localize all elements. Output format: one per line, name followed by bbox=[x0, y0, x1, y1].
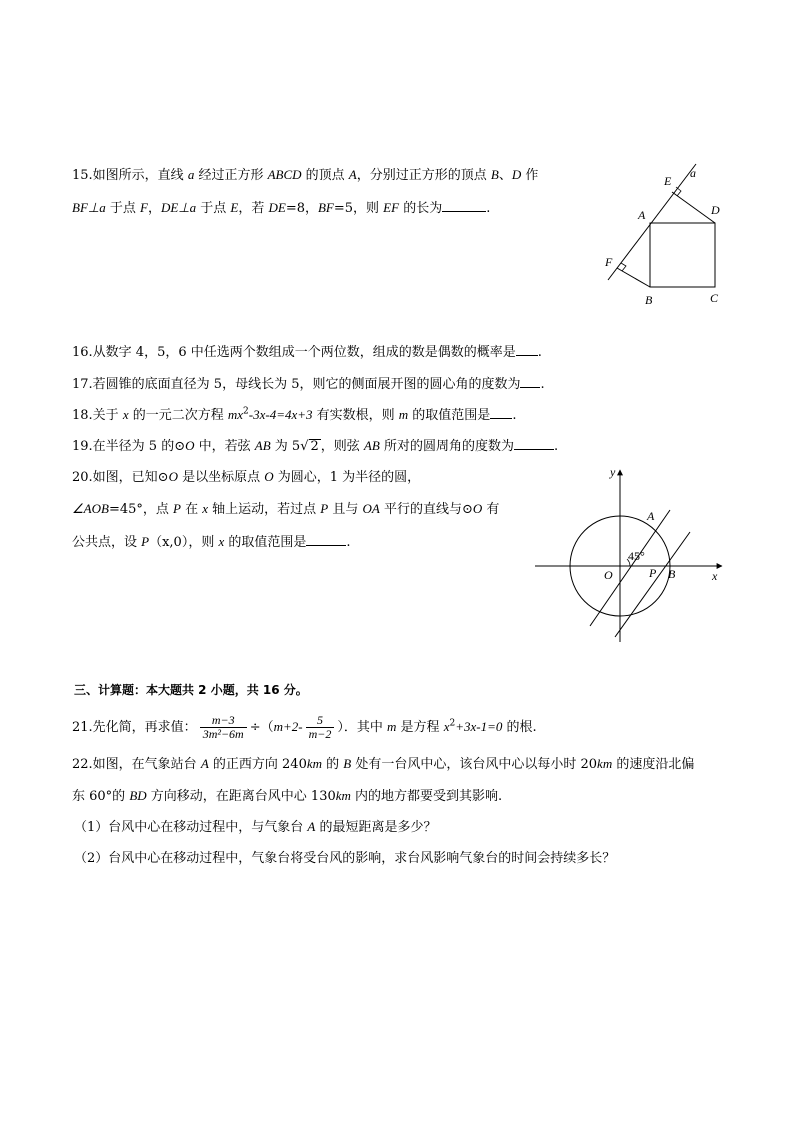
q18-text: 的取值范围是 bbox=[408, 408, 491, 423]
q15-square-figure bbox=[598, 160, 738, 310]
q22-var: A bbox=[200, 756, 209, 771]
q18-text: 18.关于 bbox=[72, 408, 123, 423]
q21-eq: +3x-1=0 bbox=[455, 719, 503, 734]
q21-expr: m+2- bbox=[273, 719, 303, 734]
q15-text: 的顶点 bbox=[301, 168, 349, 183]
q18-end: . bbox=[512, 408, 517, 423]
answer-blank[interactable] bbox=[490, 406, 512, 419]
q21-text: ）．其中 bbox=[337, 720, 388, 735]
answer-blank[interactable] bbox=[514, 437, 554, 450]
square-abcd bbox=[650, 223, 715, 287]
q15-var: DE⊥a bbox=[160, 200, 197, 215]
q15-var: DE bbox=[268, 200, 286, 215]
q19-var: AB bbox=[254, 438, 271, 453]
label-a: A bbox=[638, 208, 646, 222]
fraction-numerator: 5 bbox=[317, 713, 323, 727]
question-18 bbox=[72, 406, 516, 424]
question-16 bbox=[72, 343, 542, 361]
q15-var: F bbox=[139, 200, 148, 215]
q22-text: 22.如图，在气象站台 bbox=[72, 757, 201, 772]
q22-text: 的最短距离是多少？ bbox=[315, 820, 437, 835]
q22-unit: km bbox=[597, 756, 613, 771]
q15-var: D bbox=[511, 167, 522, 182]
q15-text: =5，则 bbox=[333, 201, 384, 216]
q20-var: O bbox=[264, 469, 274, 484]
question-19 bbox=[72, 437, 558, 455]
q20-var: O bbox=[472, 501, 483, 516]
label-e: E bbox=[664, 174, 672, 188]
q18-text: 有实数根，则 bbox=[312, 408, 399, 423]
q20-text: 在 bbox=[180, 502, 203, 517]
question-22-sub2 bbox=[74, 851, 615, 867]
question-21 bbox=[72, 710, 537, 745]
q18-eq: -3x-4=4x+3 bbox=[248, 407, 313, 422]
question-17 bbox=[72, 375, 545, 393]
sqrt-sign: √ bbox=[300, 439, 309, 454]
line-oa bbox=[590, 510, 670, 626]
q21-text: 的根. bbox=[502, 720, 537, 735]
q15-text: ，若 bbox=[238, 201, 269, 216]
question-20-line2 bbox=[72, 501, 499, 518]
q15-text: 于点 bbox=[196, 201, 231, 216]
q19-end: . bbox=[553, 439, 559, 454]
q15-text: 15.如图所示，直线 bbox=[72, 168, 188, 183]
label-d: D bbox=[711, 203, 720, 217]
q18-text: 的一元二次方程 bbox=[128, 408, 228, 423]
segment-de bbox=[672, 192, 715, 223]
q20-var: OA bbox=[362, 501, 380, 516]
answer-blank[interactable] bbox=[520, 375, 540, 388]
answer-blank[interactable] bbox=[516, 343, 538, 356]
line-a bbox=[608, 164, 696, 280]
fraction-denominator: 3m²−6m bbox=[200, 727, 247, 741]
q20-text: 是以坐标原点 bbox=[177, 470, 265, 485]
label-a-line: a bbox=[690, 166, 696, 180]
q16-end: . bbox=[537, 345, 542, 360]
q20-text: 平行的直线与⊙ bbox=[379, 502, 473, 517]
q22-var: BD bbox=[129, 788, 147, 803]
question-15-line1 bbox=[72, 167, 538, 184]
q20-var: ∠AOB bbox=[72, 501, 109, 516]
q15-var: BF⊥a bbox=[72, 200, 106, 215]
q22-unit: km bbox=[335, 788, 351, 803]
q20-var: x bbox=[218, 534, 225, 549]
q15-text: . bbox=[486, 201, 491, 216]
fraction-denominator: m−2 bbox=[306, 727, 335, 741]
q19-text: 中，若弦 bbox=[194, 439, 255, 454]
q22-text: （2）台风中心在移动过程中，气象台将受台风的影响，求台风影响气象台的时间会持续多长？ bbox=[74, 851, 616, 866]
q21-text: 21.先化简，再求值： bbox=[72, 720, 197, 735]
q15-text: 经过正方形 bbox=[194, 168, 268, 183]
q20-text: =45°，点 bbox=[108, 502, 174, 517]
q20-circle-figure bbox=[530, 462, 730, 647]
parallel-line bbox=[615, 532, 690, 637]
right-angle-mark-e bbox=[676, 187, 681, 196]
answer-blank[interactable] bbox=[442, 199, 486, 212]
q22-unit: km bbox=[306, 756, 323, 771]
q18-var: m bbox=[398, 407, 409, 422]
q19-var: AB bbox=[363, 438, 380, 453]
q18-sup: 2 bbox=[243, 406, 249, 417]
q15-var: ABCD bbox=[267, 167, 302, 182]
q22-text: （1）台风中心在移动过程中，与气象台 bbox=[74, 820, 308, 835]
label-p: P bbox=[649, 566, 657, 580]
q20-var: O bbox=[168, 469, 178, 484]
q22-var: A bbox=[307, 819, 316, 834]
q19-var: O bbox=[185, 438, 195, 453]
question-22-sub1 bbox=[74, 819, 437, 836]
q22-text: 处有一台风中心，该台风中心以每小时 20 bbox=[351, 757, 598, 772]
q19-text: 19.在半径为 5 的⊙ bbox=[72, 439, 186, 454]
q21-fraction-1 bbox=[200, 714, 247, 741]
q20-var: P bbox=[141, 534, 150, 549]
fraction-numerator: m−3 bbox=[211, 713, 235, 727]
q20-end: . bbox=[346, 535, 351, 550]
q22-var: B bbox=[343, 756, 352, 771]
q15-text: ， bbox=[147, 201, 161, 216]
q20-text: 且与 bbox=[328, 502, 363, 517]
question-22-line2 bbox=[72, 788, 502, 805]
question-20-line3 bbox=[72, 533, 351, 551]
q15-text: ，分别过正方形的顶点 bbox=[356, 168, 491, 183]
q22-text: 的 bbox=[322, 757, 344, 772]
label-f: F bbox=[605, 255, 613, 269]
q21-text: ÷（ bbox=[249, 720, 274, 735]
label-y: y bbox=[610, 465, 616, 479]
q21-sup: 2 bbox=[449, 718, 456, 729]
q21-text: 是方程 bbox=[396, 720, 444, 735]
q15-text: 于点 bbox=[105, 201, 140, 216]
q21-eq: x bbox=[443, 719, 450, 734]
q15-text: =8， bbox=[285, 201, 318, 216]
q22-text: 东 60°的 bbox=[72, 789, 130, 804]
q18-eq: mx bbox=[227, 407, 244, 422]
q19-text: 所对的圆周角的度数为 bbox=[379, 439, 514, 454]
q15-text: 、 bbox=[498, 168, 512, 183]
q20-var: P bbox=[173, 501, 181, 516]
q22-text: 的速度沿北偏 bbox=[612, 757, 695, 772]
right-angle-mark-f bbox=[621, 263, 626, 271]
q20-text: 的取值范围是 bbox=[224, 535, 307, 550]
q15-var: E bbox=[230, 200, 239, 215]
label-c: C bbox=[710, 291, 719, 305]
q20-var: x bbox=[202, 501, 209, 516]
q21-fraction-2 bbox=[306, 714, 335, 741]
question-15-line2 bbox=[72, 199, 490, 217]
q20-text: 公共点，设 bbox=[72, 535, 142, 550]
q20-text: 20.如图，已知⊙ bbox=[72, 470, 169, 485]
q19-text: ，则弦 bbox=[320, 439, 364, 454]
q15-var: A bbox=[348, 167, 357, 182]
q17-end: . bbox=[540, 377, 545, 392]
question-20-line1 bbox=[72, 469, 420, 486]
section-3-title: 三、计算题：本大题共 2 小题，共 16 分。 bbox=[74, 683, 308, 697]
q15-var: a bbox=[187, 167, 195, 182]
q22-text: 内的地方都要受到其影响. bbox=[350, 789, 503, 804]
q21-var: m bbox=[387, 719, 397, 734]
q17-text: 17.若圆锥的底面直径为 5，母线长为 5，则它的侧面展开图的圆心角的度数为 bbox=[72, 377, 521, 392]
q20-text: （x,0），则 bbox=[149, 535, 219, 550]
q16-text: 16.从数字 4，5，6 中任选两个数组成一个两位数，组成的数是偶数的概率是 bbox=[72, 345, 516, 360]
q22-text: 方向移动，在距离台风中心 130 bbox=[146, 789, 336, 804]
q15-var: B bbox=[490, 167, 499, 182]
q15-var: EF bbox=[383, 200, 400, 215]
q15-text: 作 bbox=[521, 168, 539, 183]
q19-text: 为 5 bbox=[270, 439, 301, 454]
label-b: B bbox=[645, 293, 653, 307]
question-22-line1 bbox=[72, 756, 694, 773]
q15-var: BF bbox=[317, 200, 334, 215]
answer-blank[interactable] bbox=[306, 533, 346, 546]
label-b: B bbox=[668, 567, 676, 581]
q18-var: x bbox=[122, 407, 129, 422]
q20-text: 为圆心，1 为半径的圆， bbox=[273, 470, 421, 485]
q22-text: 的正西方向 240 bbox=[208, 757, 307, 772]
q19-radicand: 2 bbox=[310, 439, 319, 454]
label-angle: 45° bbox=[628, 549, 645, 563]
label-a: A bbox=[647, 509, 655, 523]
label-x: x bbox=[712, 569, 718, 583]
q20-text: 轴上运动，若过点 bbox=[208, 502, 321, 517]
q20-var: P bbox=[320, 501, 329, 516]
label-o: O bbox=[604, 568, 613, 582]
q15-text: 的长为 bbox=[399, 201, 443, 216]
q20-text: 有 bbox=[482, 502, 500, 517]
